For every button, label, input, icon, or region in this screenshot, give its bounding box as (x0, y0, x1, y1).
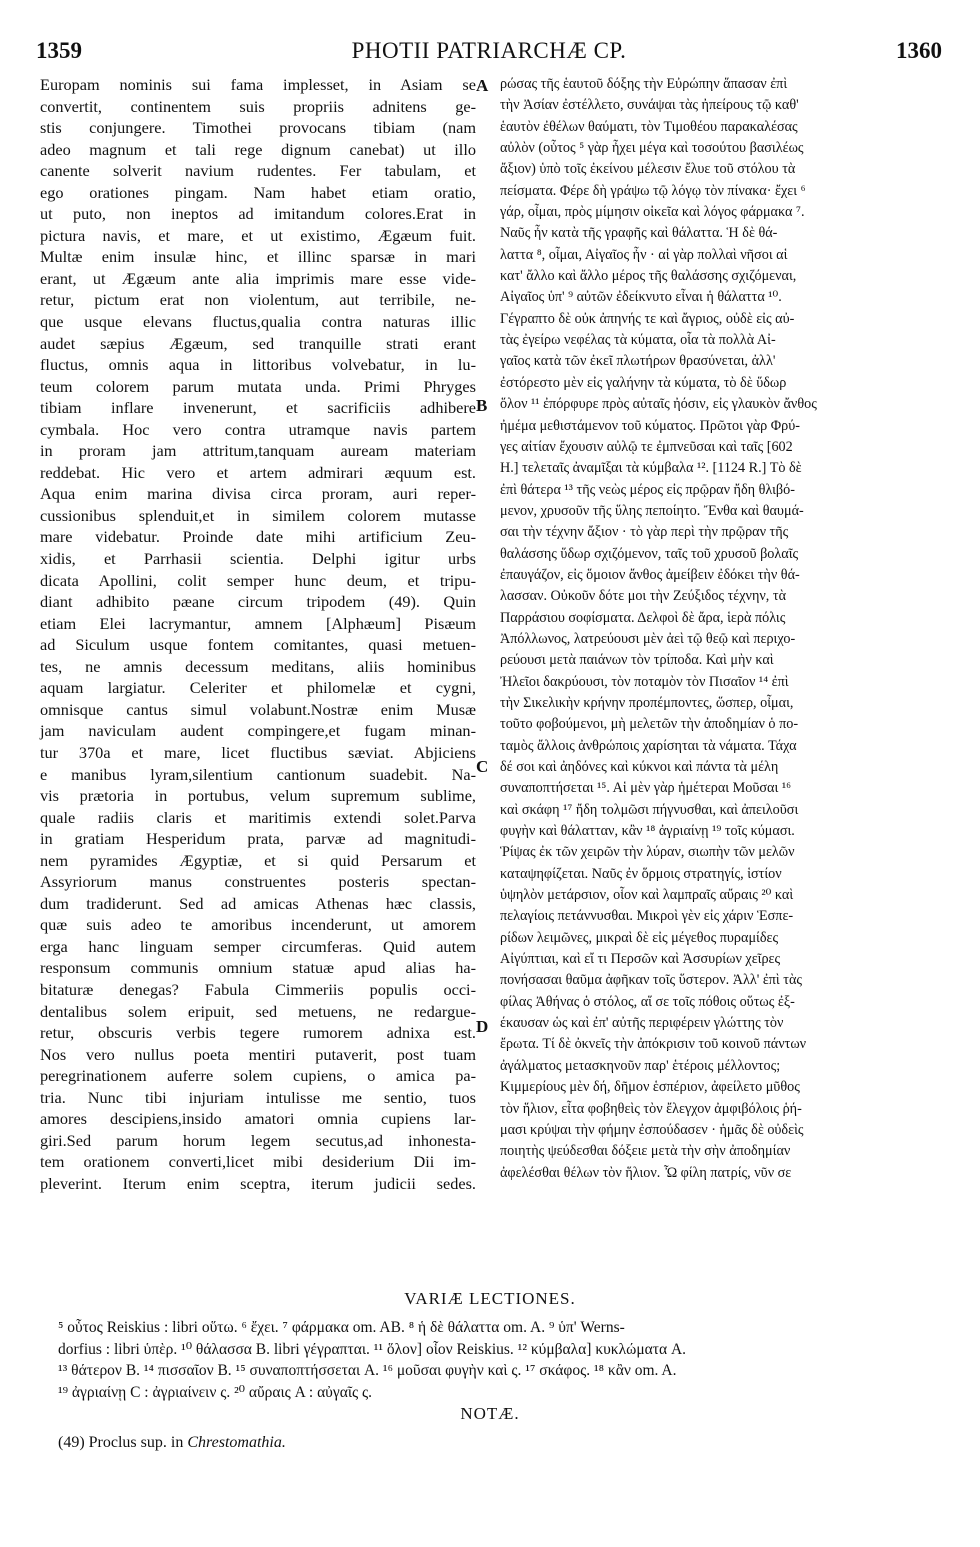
greek-text-line: ὅλον ¹¹ ἐπόρφυρε πρὸς αὐταῖς ἠόσιν, εἰς γλαυκὸν ἄνθος (500, 396, 817, 413)
greek-text-line: συναποπτήσεται ¹⁵. Αἱ μὲν γὰρ ἡμέτεραι Μοῦσαι ¹⁶ (500, 780, 792, 797)
latin-text-line: reddebat. Hic vero et artem admirari æquum est. (40, 462, 476, 482)
latin-text-line: pictura navis, et mare, et ut existimo, Ægæum fuit. (40, 225, 476, 245)
greek-text-line: ποιητὴς ψεύδεσθαι δόξειε μετὰ τὴν σὴν ἀποδημίαν (500, 1143, 791, 1160)
latin-text-line: Europam nominis sui fama implesset, in Asiam se (40, 75, 476, 94)
greek-text-line: θαλάσσης ὕδωρ σχιζόμενον, ταῖς τοῦ χρυσοῦ βολαῖς (500, 545, 799, 562)
note-49-title: Chrestomathia. (187, 1434, 286, 1451)
latin-text-line: tibiam inflare invenerunt, et sacrificiis adhibere (40, 398, 476, 418)
greek-text-line: καὶ σκάφη ¹⁷ ἤδη τολμῶσι πήγνυσθαι, καὶ ἀπειλοῦσι (500, 801, 799, 818)
greek-text-line: ρώσας τῆς ἑαυτοῦ δόξης τὴν Εὐρώπην ἅπασαν ἐπὶ (500, 76, 788, 92)
running-title: PHOTII PATRIARCHÆ CP. (351, 38, 627, 63)
latin-text-line: tem orationem converti,licet mibi desiderium Dii im- (40, 1152, 476, 1172)
latin-text-line: etiam Elei lacrymantur, amnem [Alphæum] Pisæum (40, 613, 476, 633)
latin-text-line: xidis, et Parrhasii scientia. Delphi igitur urbs (40, 549, 476, 569)
variant-line: ¹³ θάτερον B. ¹⁴ πισσαῖον B. ¹⁵ συναποπτήσσεται A. ¹⁶ μοῦσαι φυγὴν καὶ ς. ¹⁷ σκάφος. ¹⁸ κἂν om. A. (58, 1362, 677, 1380)
greek-text-line: ἠμέμα μεθιστάμενον τοῦ κύματος. Πρῶτοι γὰρ Φρύ- (500, 417, 801, 434)
greek-text-line: ταμὸς ἄλλοις ἀνθρώποις χαρίσηται τὰ νάματα. Τάχα (500, 737, 797, 754)
greek-text-line: ἑαυτὸν ἐθέλων θαύματι, τὸν Τιμοθέου παρακαλέσας (500, 118, 798, 135)
variant-line: ⁵ οὗτος Reiskius : libri οὕτω. ⁶ ἔχει. ⁷ φάρμακα om. AB. ⁸ ἡ δὲ θάλαττα om. A. ⁹ ὑπ' Werns- (58, 1319, 625, 1336)
latin-text-line: retur, obscuris verbis tegere rumorem adnixa est. (40, 1023, 476, 1043)
section-marker-c: C (476, 757, 489, 776)
latin-text-line: in proram jam attritum,tanquam auream materiam (40, 441, 476, 461)
latin-text-line: retur, pictum erat non violentum, aut terribile, ne- (40, 290, 476, 310)
latin-column (40, 74, 476, 1194)
greek-text-line: πείσματα. Φέρε δὴ γράψω τῷ λόγῳ τὸν πίνακα· ἔχει ⁶ (500, 182, 806, 199)
greek-text-line: H.] τελεταῖς ἀναμῖξαι τὰ κύμβαλα ¹². [1124 R.] Τὸ δὲ (500, 460, 802, 477)
greek-text-line: καταψηφίζεται. Ναῦς ἐν ὅρμοις στρατηγίς, ἱστίον (500, 865, 782, 882)
latin-text-line: convertit, continentem suis propriis adnitens ge- (40, 96, 476, 116)
greek-text-line: ὑψηλὸν μετάρσιον, οἷον καὶ λαμπραῖς αὔραις ²⁰ καὶ (500, 887, 794, 904)
greek-text-line: ἀγάλματος μετασκηνοῦν παρ' ἑτέροις μέλλοντος; (500, 1057, 781, 1074)
latin-text-line: bitaturæ denegas? Fabula Cimmeriis populis occi- (40, 979, 476, 999)
greek-text-line: κατ' ἄλλο καὶ ἄλλο μέρος τῆς θαλάσσης σχιζόμεναι, (500, 268, 797, 285)
notes-section (58, 1432, 938, 1454)
greek-text-line: αὐλὸν (οὗτος ⁵ γὰρ ἦχει μέγα καὶ τοσούτου βασιλέως (500, 140, 804, 157)
latin-text-line: Aqua enim marina divisa circa proram, auri reper- (40, 484, 476, 504)
latin-text-line: quæ suis adeo te amoribus incenderunt, ut amorem (40, 915, 476, 935)
greek-text-line: Ῥίψας ἐκ τῶν χειρῶν τὴν λύραν, σιωπὴν τῶν μελῶν (500, 844, 795, 861)
latin-text-line: peregrinationem auferre solem cupiens, o amica pa- (40, 1066, 476, 1086)
latin-text-line: responsum communis omnium statuæ apud alias ha- (40, 958, 476, 978)
latin-text-line: pleverint. Iterum enim sceptra, iterum judicii sedes. (40, 1173, 476, 1193)
greek-text-line: ἄξιον) ὑπὸ τοῖς ἐκείνου μέλεσιν ἔλυε τοῦ στόλου τὰ (500, 161, 796, 178)
greek-text-line: μενον, χρυσοῦν τῆς ὕλης πεποίητο. Ἔνθα καὶ θαυμά- (500, 502, 804, 519)
page-header (36, 38, 942, 70)
latin-text-line: diant adhibito pæane circum tripodem (49). Quin (40, 592, 476, 612)
greek-text-line: γες αἰτίαν ἔχουσιν αὐλῷ τε ἐμπνεῦσαι καὶ ταῖς [602 (500, 438, 793, 455)
latin-text-line: mare videbatur. Proinde date mihi artificium Zeu- (40, 527, 476, 547)
latin-text-line: audet sæpius Ægæum, sed tranquille strati erant (40, 333, 476, 353)
greek-text-line: ρεύουσι μετὰ παιάνων τὸν τρίποδα. Καὶ μὴν καὶ (500, 652, 774, 669)
greek-text-line: ρίδων λειμῶνες, μικραὶ δὲ εἰς μέγεθος πυραμίδες (500, 929, 779, 946)
latin-text-line: aquam largiatur. Celeriter et philomelæ et cygni, (40, 678, 476, 698)
latin-text-line: tria. Nunc tibi injuriam intulisse me sentio, tuos (40, 1087, 476, 1107)
greek-text-line: Ἠλεῖοι δακρύουσι, τὸν ποταμὸν τὸν Πισαῖον ¹⁴ ἐπὶ (500, 673, 789, 690)
latin-text-line: teum colorem parum mutata unda. Primi Phryges (40, 376, 476, 396)
greek-text-line: πονήσασαι θαῦμα ἀφῆκαν τοῖς ὕστερον. Ἀλλ' ἐπὶ τὰς (500, 972, 803, 989)
greek-text-line: γάρ, οἶμαι, πρὸς μίμησιν οἰκεῖα καὶ λόγος φάρμακα ⁷. (500, 204, 805, 221)
variant-readings (58, 1317, 938, 1403)
latin-text-line: Assyriorum manus construentes posteris spectan- (40, 872, 476, 892)
section-marker-a: A (476, 76, 489, 95)
latin-text-line: Multæ enim insulæ hinc, et illinc sparsæ in mari (40, 247, 476, 267)
greek-text-line: Ναῦς ἦν κατὰ τῆς γραφῆς καὶ θάλαττα. Ἡ δὲ θά- (500, 225, 778, 242)
latin-text-line: ego orationes pingam. Nam habet etiam oratio, (40, 182, 476, 202)
latin-text-line: tes, ne amnis decessum meditans, aliis hominibus (40, 656, 476, 676)
latin-text-line: fluctus, omnis aqua in littoribus volvebatur, in lu- (40, 355, 476, 375)
section-marker-d: D (476, 1017, 489, 1036)
latin-text-line: cussionibus splenduit,et in similem colorem mutasse (40, 505, 476, 525)
latin-text-line: cymbala. Hoc vero contra utramque navis partem (40, 419, 476, 439)
latin-text-line: in gratiam Hesperidum prata, parvæ ad magnitudi- (40, 829, 476, 849)
greek-text-line: ἐστόρεστο μὲν εἰς γαλήνην τὰ κύματα, τὸ δὲ ὕδωρ (500, 374, 787, 391)
latin-text-line: erga hanc linguam semper circumferas. Quid autem (40, 936, 476, 956)
latin-text-line: erant, ut Ægæum ante alia imprimis mare esse vide- (40, 268, 476, 288)
greek-text-line: δέ σοι καὶ ἀηδόνες καὶ κύκνοι καὶ πάντα τὰ μέλη (500, 759, 779, 775)
greek-text-line: τὴν Ἀσίαν ἐστέλλετο, συνάψαι τὰς ἠπείρους τῷ καθ' (500, 97, 799, 114)
greek-column (500, 74, 936, 1184)
latin-text-line: adeo magnum et tali rege dignum canebat) ut illo (40, 139, 476, 159)
latin-text-line: Nos vero nullus poeta mentiri putaverit, post tuam (40, 1044, 476, 1064)
greek-text-line: έκαυσαν ὡς καὶ ἐπ' αὐτῆς περιφέρειν γλώττης τὸν (500, 1015, 784, 1032)
greek-text-line: γαῖος κατὰ τῶν ἐκεῖ πλωτήρων θρασύνεται, ἀλλ' (500, 353, 776, 370)
greek-text-line: Γέγραπτο δὲ οὐκ ἀπηνής τε καὶ ἄγριος, οὐδὲ εἰς αὐ- (500, 310, 795, 327)
latin-text-line: giri.Sed parum horum legem secutus,ad inhonesta- (40, 1130, 476, 1150)
note-49-text: (49) Proclus sup. in (58, 1434, 184, 1451)
greek-text-line: πελαγίοις πετάννυσθαι. Μικροὶ γὲν εἰς χάριν Ἑσπε- (500, 908, 794, 925)
latin-text-line: dicata Apollini, colit semper hunc deum, et tripu- (40, 570, 476, 590)
variant-line: dorfius : libri ὑπὲρ. ¹⁰ θάλασσα B. libri γέγραπται. ¹¹ ὅλον] οἷον Reiskius. ¹² κύμβαλα] κυκλώματα A. (58, 1340, 687, 1358)
notae-heading: NOTÆ. (460, 1404, 520, 1423)
greek-text-line: Ἀπόλλωνος, λατρεύουσι μὲν ἀεὶ τῷ θεῷ καὶ περιχο- (500, 630, 796, 647)
greek-text-line: ἐπὶ θάτερα ¹³ τῆς νεὼς μέρος εἰς πρῷραν ἤδη θλιβό- (500, 481, 795, 498)
greek-text-line: ἔρωτα. Τί δὲ ὀκνεῖς τὴν ἀπόκρισιν τοῦ κοινοῦ πάντων (500, 1036, 807, 1053)
latin-text-line: tur 370a et mare, licet fluctibus sæviat. Abjiciens (40, 742, 476, 762)
variae-lectiones-heading: VARIÆ LECTIONES. (404, 1289, 576, 1308)
latin-text-line: nem pyramides Ægyptiæ, et si quid Persarum et (40, 850, 476, 870)
greek-text-line: μασι κρύψαι τὴν φήμην ἐσπούδασεν · ἡμᾶς δὲ οὐδεὶς (500, 1121, 804, 1138)
greek-text-line: Παρράσιου σοφίσματα. Δελφοὶ δὲ ἄρα, ἱερὰ πόλις (500, 609, 786, 626)
greek-text-line: σαι τὴν τέχνην ἄξιον · τὸ γὰρ περὶ τὴν πρῷραν τῆς (500, 524, 789, 541)
variant-line: ¹⁹ ἀγριαίνῃ C : ἀγριαίνειν ς. ²⁰ αὔραις A : αὐγαῖς ς. (58, 1383, 373, 1401)
greek-text-line: λασσαν. Οὐκοῦν δότε μοι τὴν Ζεύξιδος τέχνην, τὰ (500, 588, 787, 605)
greek-text-line: τὰς ἐγείρω νεφέλας τὰ κύματα, οἷα τὰ πολλὰ Αἰ- (500, 332, 776, 349)
greek-text-line: τὸν ἥλιον, εἶτα φοβηθεὶς τὸν ἔλεγχον ἀμφιβόλοις ῥή- (500, 1100, 802, 1117)
greek-text-line: τὴν Σικελικὴν κρήνην προπέμποντες, ὥσπερ, οἶμαι, (500, 694, 794, 711)
greek-text-line: Αἰγαῖος ὑπ' ⁹ αὐτῶν ἐδείκνυτο εἶναι ἡ θάλαττα ¹⁰. (500, 289, 782, 306)
greek-text-line: Κιμμερίους μὲν δή, δῆμον ἑσπέριον, ἀφείλετο μῦθος (500, 1079, 800, 1096)
right-page-number: 1360 (896, 38, 942, 63)
greek-text-line: Αἰγύπτιαι, καὶ εἴ τι Περσῶν καὶ Ἀσσυρίων χεῖρες (500, 951, 781, 968)
latin-text-line: omnisque cantus simul volabunt.Nostræ enim Musæ (40, 699, 476, 719)
latin-text-line: vis prætoria in portubus, velum supremum sublime, (40, 786, 476, 806)
greek-text-line: φίλας Ἀθήνας ὁ στόλος, αἵ σε τοῖς πόθοις οὕτως ἐξ- (500, 993, 795, 1010)
latin-text-line: amores descipiens,insido amatori omnia cupiens lar- (40, 1109, 476, 1129)
section-marker-b: B (476, 396, 488, 415)
latin-text-line: ut puto, non ineptos ad imitandum colores.Erat in (40, 204, 476, 224)
greek-text-line: τοῦτο φοβούμενοι, μὴ μελετῶν τὴν ἀποδημίαν ὁ πο- (500, 716, 799, 733)
latin-text-line: dentalibus solem eripuit, sed metuens, ne redargue- (40, 1001, 476, 1021)
latin-text-line: stis conjungere. Timothei provocans tibiam (nam (40, 118, 476, 138)
greek-text-line: λαττα ⁸, οἶμαι, Αἰγαῖος ἦν · αἱ γὰρ πολλαὶ νῆσοι αἱ (500, 246, 788, 263)
left-page-number: 1359 (36, 38, 82, 63)
latin-text-line: dum tradiderunt. Sed ad amicas Athenas hæc classis, (40, 893, 476, 913)
greek-text-line: φυγὴν καὶ θάλατταν, κἂν ¹⁸ ἀγριαίνῃ ¹⁹ τοῖς κύμασι. (500, 823, 795, 840)
greek-text-line: ἀφελέσθαι θέλων τὸν ἥλιον. Ὦ φίλη πατρίς, νῦν σε (500, 1164, 792, 1181)
latin-text-line: ad Siculum usque fontem comitantes, quasi metuen- (40, 635, 476, 655)
greek-text-line: ἐπαυγάζον, εἰς ὅμοιον ἄνθος ἀμείβειν ἐδόκει τὴν θά- (500, 566, 800, 583)
latin-text-line: e manibus lyram,silentium cantionum suadebit. Na- (40, 764, 476, 784)
latin-text-line: que usque elevans fluctus,qualia contra naturas illic (40, 312, 476, 332)
latin-text-line: canente solverit navium rudentes. Fer tabulam, et (40, 161, 476, 181)
latin-text-line: jam naviculam audent compingere,et fugam minan- (40, 721, 476, 741)
latin-text-line: quale radiis claris et maritimis extendi solet.Parva (40, 807, 476, 827)
